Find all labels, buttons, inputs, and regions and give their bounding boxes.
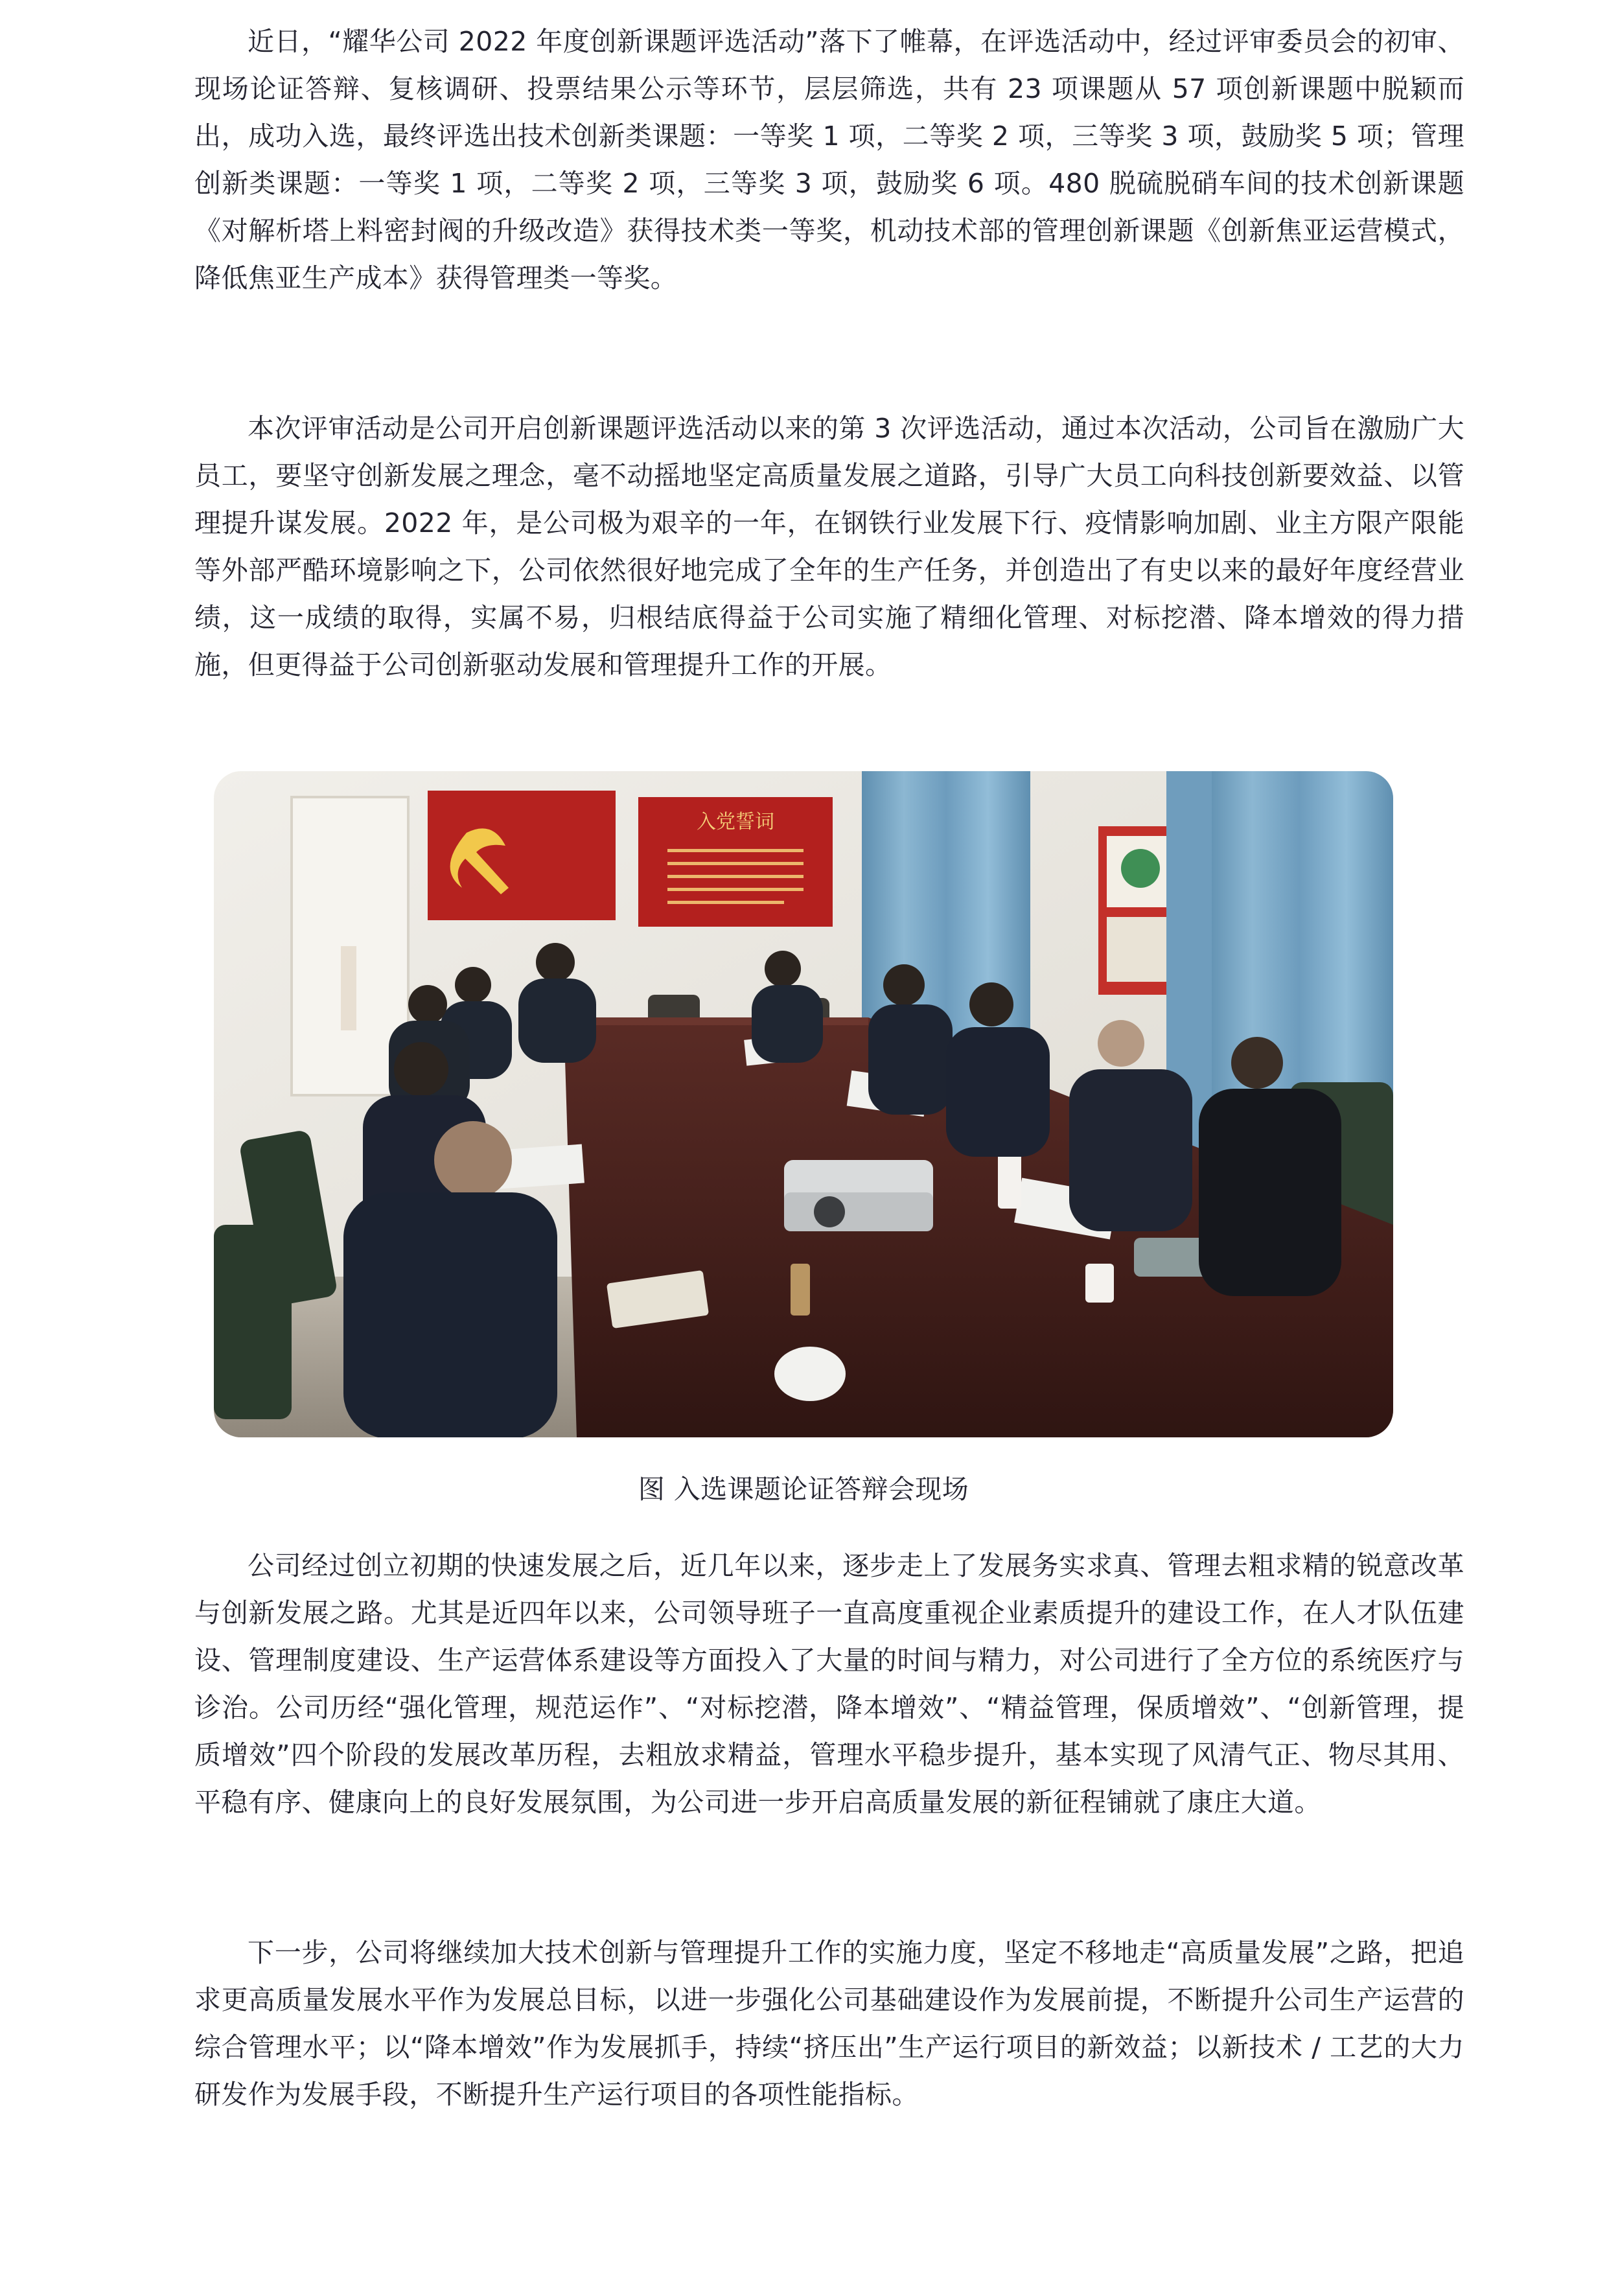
paragraph-1: 近日，“耀华公司 2022 年度创新课题评选活动”落下了帷幕，在评选活动中，经过评审委员会的初审、现场论证答辩、复核调研、投票结果公示等环节，层层筛选，共有 23 项课题从 57 项创新课题中脱颖而出，成功入选，最终评选出技术创新类课题：一等奖 1 项，二等奖 2 项，三等奖 3 项，鼓励奖 5 项；管理创新类课题：一等奖 1 项，二等奖 2 项，三等奖 3 项，鼓励奖 6 项。480 脱硫脱硝车间的技术创新课题《对解析塔上料密封阀的升级改造》获得技术类一等奖，机动技术部的管理创新课题《创新焦亚运营模式，降低焦亚生产成本》获得管理类一等奖。 [194, 26, 1464, 294]
meeting-photo [214, 771, 1393, 1437]
paragraph-2: 本次评审活动是公司开启创新课题评选活动以来的第 3 次评选活动，通过本次活动，公司旨在激励广大员工，要坚守创新发展之理念，毫不动摇地坚定高质量发展之道路，引导广大员工向科技创新要效益、以管理提升谋发展。2022 年，是公司极为艰辛的一年，在钢铁行业发展下行、疫情影响加剧、业主方限产限能等外部严酷环境影响之下，公司依然很好地完成了全年的生产任务，并创造出了有史以来的最好年度经营业绩，这一成绩的取得，实属不易，归根结底得益于公司实施了精细化管理、对标挖潜、降本增效的得力措施，但更得益于公司创新驱动发展和管理提升工作的开展。 [194, 413, 1464, 680]
photo-caption: 图 入选课题论证答辩会现场 [638, 1474, 969, 1505]
meeting-photo-illustration [214, 771, 1393, 1437]
paragraph-3: 公司经过创立初期的快速发展之后，近几年以来，逐步走上了发展务实求真、管理去粗求精的锐意改革与创新发展之路。尤其是近四年以来，公司领导班子一直高度重视企业素质提升的建设工作，在人才队伍建设、管理制度建设、生产运营体系建设等方面投入了大量的时间与精力，对公司进行了全方位的系统医疗与诊治。公司历经“强化管理，规范运作”、“对标挖潜，降本增效”、“精益管理，保质增效”、“创新管理，提质增效”四个阶段的发展改革历程，去粗放求精益，管理水平稳步提升，基本实现了风清气正、物尽其用、平稳有序、健康向上的良好发展氛围，为公司进一步开启高质量发展的新征程铺就了康庄大道。 [194, 1550, 1464, 1818]
paragraph-4: 下一步，公司将继续加大技术创新与管理提升工作的实施力度，坚定不移地走“高质量发展”之路，把追求更高质量发展水平作为发展总目标，以进一步强化公司基础建设作为发展前提，不断提升公司生产运营的综合管理水平；以“降本增效”作为发展抓手，持续“挤压出”生产运行项目的新效益；以新技术 / 工艺的大力研发作为发展手段，不断提升生产运行项目的各项性能指标。 [194, 1937, 1464, 2110]
oath-sign-title: 入党誓词 [697, 811, 774, 833]
projector [784, 1160, 933, 1231]
